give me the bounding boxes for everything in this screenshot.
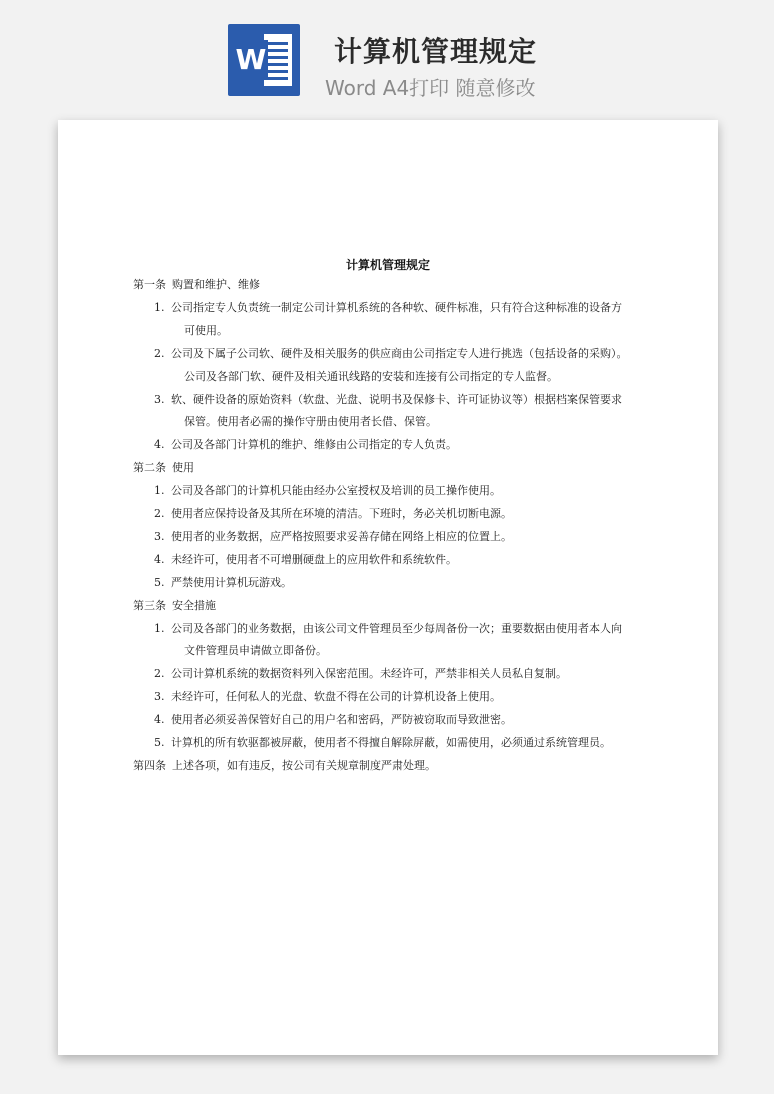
list-item-number: 5.	[154, 736, 165, 749]
list-item	[154, 622, 622, 636]
list-item-text: 软、硬件设备的原始资料（软盘、光盘、说明书及保修卡、许可证协议等）根据档案保管要求	[171, 392, 622, 406]
article-label: 第一条	[133, 278, 166, 291]
list-item-text: 公司及各部门的计算机只能由经办公室授权及培训的员工操作使用。	[171, 484, 501, 498]
list-item	[154, 713, 512, 727]
list-item	[154, 690, 501, 704]
list-item-continuation: 文件管理员申请做立即备份。	[184, 644, 327, 658]
list-item-continuation: 可使用。	[184, 323, 228, 337]
word-icon	[228, 24, 300, 96]
list-item-number: 5.	[154, 575, 165, 589]
article-heading-text: 使用	[172, 461, 194, 475]
list-item	[154, 393, 622, 407]
article-label: 第四条	[133, 758, 166, 772]
list-item	[154, 507, 512, 521]
list-item	[154, 576, 292, 590]
word-icon-letter: W	[234, 40, 268, 80]
document-title: 计算机管理规定	[345, 258, 430, 272]
header-banner	[0, 0, 774, 110]
list-item-number: 4.	[154, 552, 165, 566]
list-item	[154, 530, 512, 544]
document-page	[58, 120, 718, 1055]
list-item-number: 2.	[154, 346, 165, 360]
list-item-number: 1.	[154, 621, 165, 635]
article-heading-text: 购置和维护、维修	[172, 278, 260, 291]
list-item	[154, 301, 622, 315]
list-item-text: 计算机的所有软驱都被屏蔽，使用者不得擅自解除屏蔽，如需使用，必须通过系统管理员。	[171, 736, 611, 749]
article-heading	[133, 461, 194, 475]
list-item	[154, 553, 457, 567]
list-item-text: 未经许可，使用者不可增删硬盘上的应用软件和系统软件。	[171, 552, 457, 566]
article-label: 第二条	[133, 461, 166, 475]
article-heading-text: 安全措施	[172, 598, 216, 612]
list-item-text: 使用者必须妥善保管好自己的用户名和密码，严防被窃取而导致泄密。	[171, 713, 512, 727]
list-item-text: 公司及各部门的业务数据，由该公司文件管理员至少每周备份一次；重要数据由使用者本人向	[171, 621, 622, 635]
list-item-text: 公司及各部门计算机的维护、维修由公司指定的专人负责。	[171, 438, 457, 452]
list-item-number: 2.	[154, 507, 165, 520]
list-item-text: 使用者应保持设备及其所在环境的清洁。下班时，务必关机切断电源。	[171, 507, 512, 520]
article-heading	[133, 759, 436, 773]
article-heading	[133, 278, 260, 292]
list-item-number: 1.	[154, 300, 165, 314]
list-item-number: 2.	[154, 667, 165, 681]
list-item	[154, 484, 501, 498]
list-item-continuation: 保管。使用者必需的操作守册由使用者长借、保管。	[184, 415, 437, 429]
list-item	[154, 667, 567, 681]
banner-subtitle: Word A4打印 随意修改	[325, 76, 536, 100]
list-item-number: 4.	[154, 438, 165, 452]
article-label: 第三条	[133, 598, 166, 612]
article-heading	[133, 599, 216, 613]
list-item-number: 3.	[154, 529, 165, 543]
list-item-text: 未经许可，任何私人的光盘、软盘不得在公司的计算机设备上使用。	[171, 690, 501, 704]
list-item-number: 4.	[154, 713, 165, 727]
list-item-number: 3.	[154, 690, 165, 704]
list-item-number: 1.	[154, 484, 165, 498]
list-item	[154, 736, 611, 750]
list-item-text: 公司指定专人负责统一制定公司计算机系统的各种软、硬件标准，只有符合这种标准的设备方	[171, 300, 622, 314]
list-item-text: 公司及下属子公司软、硬件及相关服务的供应商由公司指定专人进行挑选（包括设备的采购）。	[171, 346, 628, 360]
list-item-text: 严禁使用计算机玩游戏。	[171, 575, 292, 589]
list-item-continuation: 公司及各部门软、硬件及相关通讯线路的安装和连接有公司指定的专人监督。	[184, 369, 558, 383]
word-icon-sheet	[264, 34, 292, 86]
list-item	[154, 438, 457, 452]
list-item	[154, 347, 628, 361]
list-item-number: 3.	[154, 392, 165, 406]
list-item-text: 公司计算机系统的数据资料列入保密范围。未经许可，严禁非相关人员私自复制。	[171, 667, 567, 681]
banner-title: 计算机管理规定	[334, 35, 538, 68]
article-heading-text: 上述各项，如有违反，按公司有关规章制度严肃处理。	[172, 758, 436, 772]
list-item-text: 使用者的业务数据，应严格按照要求妥善存储在网络上相应的位置上。	[171, 529, 512, 543]
